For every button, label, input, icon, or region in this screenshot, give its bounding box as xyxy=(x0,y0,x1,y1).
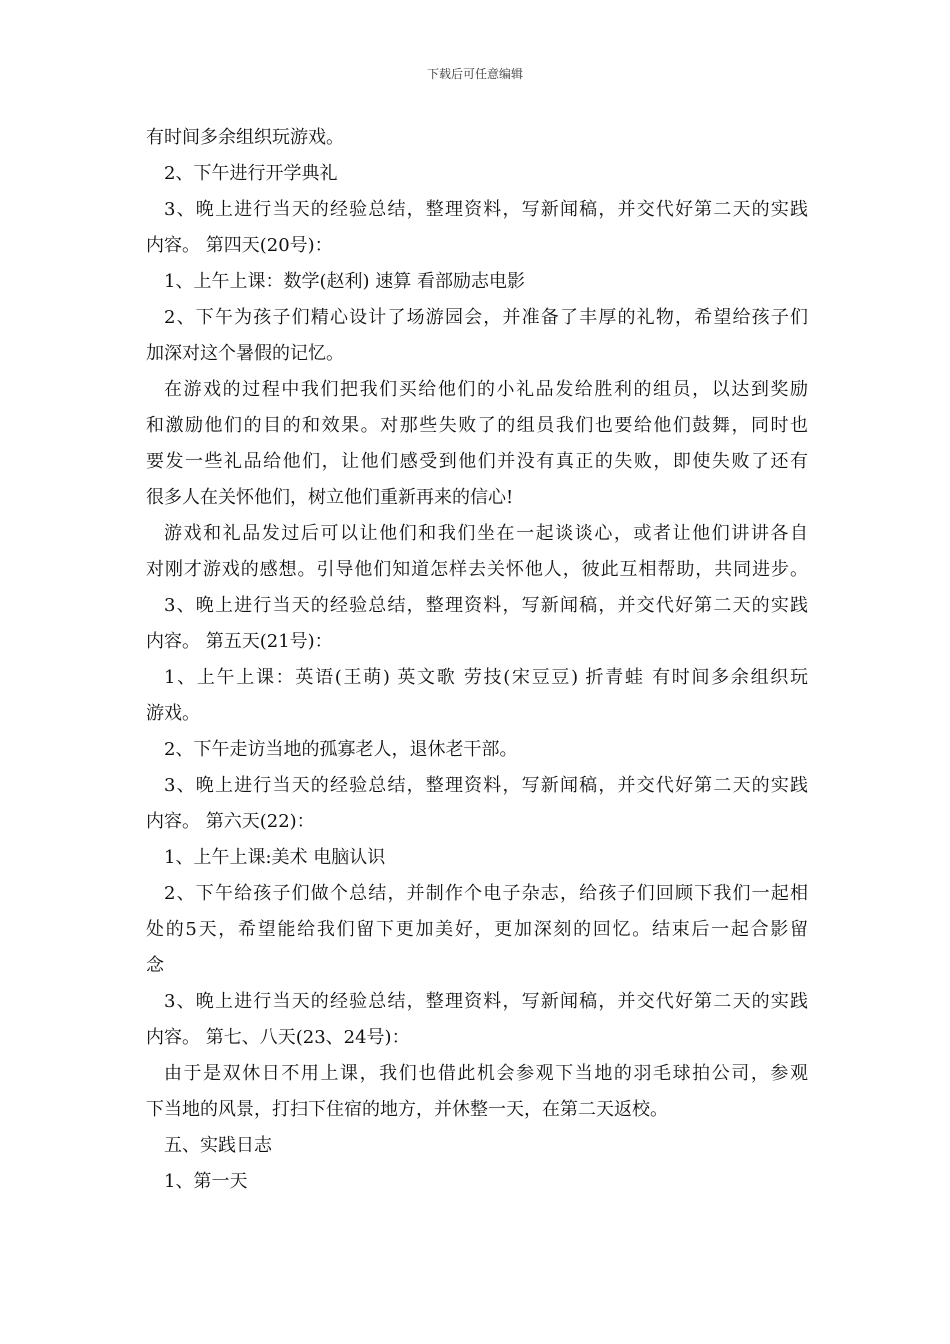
paragraph-line: 3、晚上进行当天的经验总结，整理资料，写新闻稿，并交代好第二天的实践 xyxy=(164,595,808,616)
paragraph-line: 五、实践日志 xyxy=(164,1135,272,1156)
paragraph-line: 很多人在关怀他们，树立他们重新再来的信心! xyxy=(146,487,514,508)
paragraph-line: 内容。 第七、八天(23、24号)： xyxy=(146,1027,410,1048)
paragraph-line: 游戏。 xyxy=(146,703,200,724)
paragraph-line: 3、晚上进行当天的经验总结，整理资料，写新闻稿，并交代好第二天的实践 xyxy=(164,775,808,796)
paragraph-line: 3、晚上进行当天的经验总结，整理资料，写新闻稿，并交代好第二天的实践 xyxy=(164,199,808,220)
paragraph-line: 由于是双休日不用上课，我们也借此机会参观下当地的羽毛球拍公司，参观 xyxy=(164,1063,808,1084)
paragraph-line: 游戏和礼品发过后可以让他们和我们坐在一起谈谈心，或者让他们讲讲各自 xyxy=(164,523,808,544)
paragraph-line: 2、下午走访当地的孤寡老人，退休老干部。 xyxy=(164,739,518,760)
paragraph-line: 下当地的风景，打扫下住宿的地方，并休整一天，在第二天返校。 xyxy=(146,1099,668,1120)
page-header: 下载后可任意编辑 xyxy=(426,67,523,81)
paragraph-line: 处的5天，希望能给我们留下更加美好，更加深刻的回忆。结束后一起合影留 xyxy=(146,919,808,940)
paragraph-line: 内容。 第六天(22)： xyxy=(146,811,315,832)
paragraph-line: 2、下午给孩子们做个总结，并制作个电子杂志，给孩子们回顾下我们一起相 xyxy=(164,883,808,904)
paragraph-line: 要发一些礼品给他们，让他们感受到他们并没有真正的失败，即使失败了还有 xyxy=(146,451,808,472)
paragraph-line: 和激励他们的目的和效果。对那些失败了的组员我们也要给他们鼓舞，同时也 xyxy=(146,415,808,436)
paragraph-line: 对刚才游戏的感想。引导他们知道怎样去关怀他人，彼此互相帮助，共同进步。 xyxy=(146,559,808,580)
paragraph-line: 1、上午上课:美术 电脑认识 xyxy=(164,847,386,868)
paragraph-line: 在游戏的过程中我们把我们买给他们的小礼品发给胜利的组员，以达到奖励 xyxy=(164,379,808,400)
paragraph-line: 1、上午上课：英语(王萌) 英文歌 劳技(宋豆豆) 折青蛙 有时间多余组织玩 xyxy=(164,667,808,688)
paragraph-line: 2、下午进行开学典礼 xyxy=(164,163,338,184)
document-body xyxy=(146,120,808,1200)
paragraph-line: 1、上午上课：数学(赵利) 速算 看部励志电影 xyxy=(164,271,525,292)
paragraph-line: 念 xyxy=(146,955,164,976)
paragraph-line: 内容。 第四天(20号)： xyxy=(146,235,333,256)
paragraph-line: 内容。 第五天(21号)： xyxy=(146,631,333,652)
paragraph-line: 1、第一天 xyxy=(164,1171,248,1192)
paragraph-line: 2、下午为孩子们精心设计了场游园会，并准备了丰厚的礼物，希望给孩子们 xyxy=(164,307,808,328)
paragraph-line: 有时间多余组织玩游戏。 xyxy=(146,127,344,148)
paragraph-line: 3、晚上进行当天的经验总结，整理资料，写新闻稿，并交代好第二天的实践 xyxy=(164,991,808,1012)
paragraph-line: 加深对这个暑假的记忆。 xyxy=(146,343,344,364)
